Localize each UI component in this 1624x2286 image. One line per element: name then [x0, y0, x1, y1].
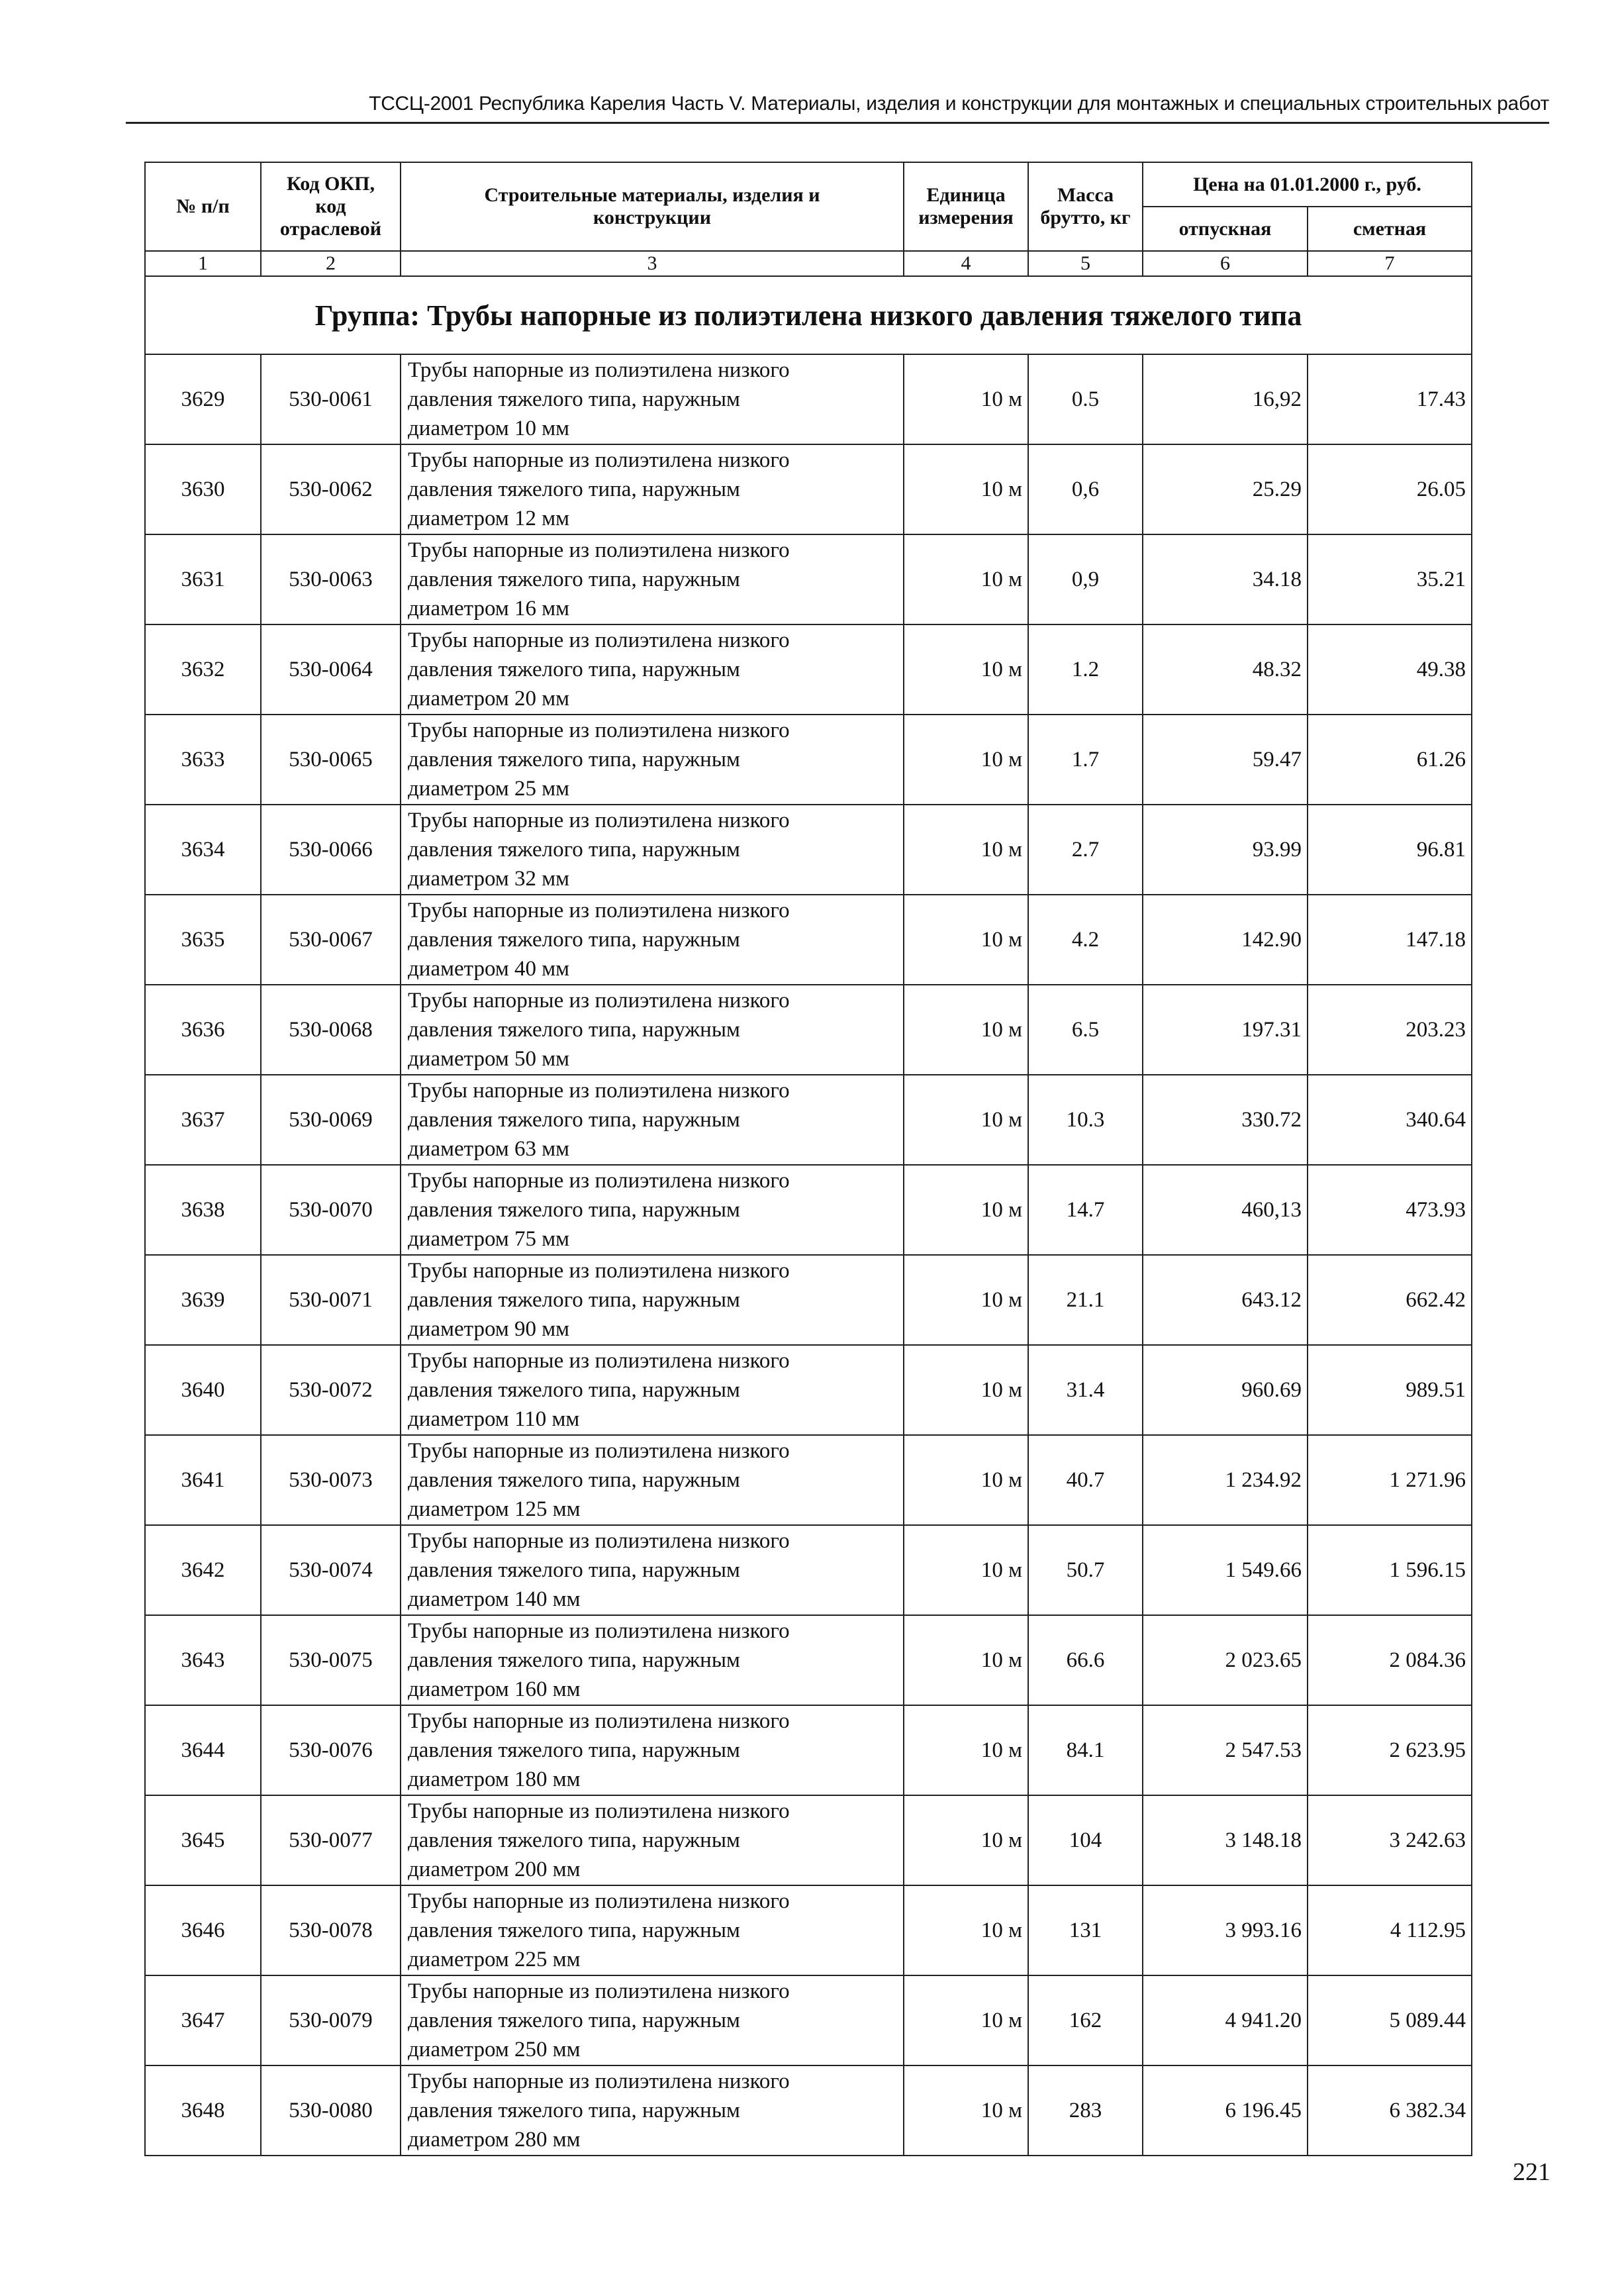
row-number-cell: 3629 [145, 354, 261, 444]
table-row [145, 1165, 1472, 1255]
price-estimate-cell: 6 382.34 [1308, 2065, 1472, 2156]
material-name-cell [401, 1435, 904, 1525]
price-estimate-cell: 5 089.44 [1308, 1975, 1472, 2065]
material-name-line: диаметром 180 мм [408, 1767, 581, 1791]
material-name-line: давления тяжелого типа, наружным [408, 1828, 740, 1852]
unit-cell: 10 м [904, 1435, 1028, 1525]
price-table [144, 162, 1472, 2156]
price-release-cell: 142.90 [1143, 895, 1308, 985]
group-title: Группа: Трубы напорные из полиэтилена низкого давления тяжелого типа [145, 276, 1472, 354]
header-unit [904, 162, 1028, 251]
row-number-cell: 3630 [145, 444, 261, 534]
header-num: № п/п [145, 162, 261, 251]
price-estimate-cell: 49.38 [1308, 624, 1472, 715]
material-name-cell [401, 1705, 904, 1795]
unit-cell: 10 м [904, 895, 1028, 985]
material-name-line: Трубы напорные из полиэтилена низкого [408, 1889, 790, 1913]
header-price-group: Цена на 01.01.2000 г., руб. [1143, 162, 1472, 207]
price-estimate-cell: 2 623.95 [1308, 1705, 1472, 1795]
material-name-line: давления тяжелого типа, наружным [408, 1918, 740, 1942]
material-name-cell [401, 534, 904, 624]
unit-cell: 10 м [904, 1975, 1028, 2065]
table-row [145, 715, 1472, 805]
material-name-line: давления тяжелого типа, наружным [408, 1378, 740, 1402]
table-row [145, 1525, 1472, 1615]
column-number: 4 [904, 251, 1028, 276]
material-name-cell [401, 985, 904, 1075]
column-number: 3 [401, 251, 904, 276]
mass-cell: 104 [1028, 1795, 1143, 1885]
okp-code-cell: 530-0065 [261, 715, 401, 805]
material-name-line: диаметром 160 мм [408, 1677, 581, 1701]
material-name-cell [401, 895, 904, 985]
material-name-line: Трубы напорные из полиэтилена низкого [408, 358, 790, 382]
mass-cell: 66.6 [1028, 1615, 1143, 1705]
row-number-cell: 3640 [145, 1345, 261, 1435]
material-name-line: Трубы напорные из полиэтилена низкого [408, 809, 790, 832]
okp-code-cell: 530-0078 [261, 1885, 401, 1975]
table-row [145, 1705, 1472, 1795]
mass-cell: 31.4 [1028, 1345, 1143, 1435]
table-row [145, 985, 1472, 1075]
mass-cell: 131 [1028, 1885, 1143, 1975]
price-estimate-cell: 35.21 [1308, 534, 1472, 624]
price-estimate-cell: 26.05 [1308, 444, 1472, 534]
material-name-line: Трубы напорные из полиэтилена низкого [408, 1349, 790, 1373]
material-name-line: диаметром 200 мм [408, 1858, 581, 1881]
price-release-cell: 34.18 [1143, 534, 1308, 624]
material-name-line: Трубы напорные из полиэтилена низкого [408, 1979, 790, 2003]
okp-code-cell: 530-0073 [261, 1435, 401, 1525]
price-estimate-cell: 203.23 [1308, 985, 1472, 1075]
material-name-line: Трубы напорные из полиэтилена низкого [408, 989, 790, 1013]
row-number-cell: 3635 [145, 895, 261, 985]
column-number: 5 [1028, 251, 1143, 276]
material-name-line: Трубы напорные из полиэтилена низкого [408, 538, 790, 562]
material-name-line: давления тяжелого типа, наружным [408, 1648, 740, 1672]
table-row [145, 534, 1472, 624]
mass-cell: 10.3 [1028, 1075, 1143, 1165]
material-name-line: диаметром 25 мм [408, 777, 569, 801]
okp-code-cell: 530-0069 [261, 1075, 401, 1165]
mass-cell: 14.7 [1028, 1165, 1143, 1255]
material-name-line: Трубы напорные из полиэтилена низкого [408, 1799, 790, 1823]
price-estimate-cell: 17.43 [1308, 354, 1472, 444]
row-number-cell: 3631 [145, 534, 261, 624]
header-code [261, 162, 401, 251]
material-name-cell [401, 624, 904, 715]
price-estimate-cell: 3 242.63 [1308, 1795, 1472, 1885]
material-name-line: Трубы напорные из полиэтилена низкого [408, 448, 790, 472]
table-row [145, 1075, 1472, 1165]
material-name-line: диаметром 10 мм [408, 417, 569, 440]
material-name-line: давления тяжелого типа, наружным [408, 1738, 740, 1762]
mass-cell: 1.7 [1028, 715, 1143, 805]
material-name-line: Трубы напорные из полиэтилена низкого [408, 2069, 790, 2093]
material-name-line: диаметром 16 мм [408, 597, 569, 621]
material-name-line: давления тяжелого типа, наружным [408, 1468, 740, 1492]
price-estimate-cell: 2 084.36 [1308, 1615, 1472, 1705]
unit-cell: 10 м [904, 715, 1028, 805]
unit-cell: 10 м [904, 1615, 1028, 1705]
mass-cell: 21.1 [1028, 1255, 1143, 1345]
price-estimate-cell: 96.81 [1308, 805, 1472, 895]
price-estimate-cell: 147.18 [1308, 895, 1472, 985]
table-row [145, 1885, 1472, 1975]
row-number-cell: 3634 [145, 805, 261, 895]
table-row [145, 1255, 1472, 1345]
okp-code-cell: 530-0066 [261, 805, 401, 895]
unit-cell: 10 м [904, 624, 1028, 715]
price-estimate-cell: 4 112.95 [1308, 1885, 1472, 1975]
material-name-line: давления тяжелого типа, наружным [408, 2009, 740, 2032]
row-number-cell: 3637 [145, 1075, 261, 1165]
material-name-line: давления тяжелого типа, наружным [408, 928, 740, 952]
okp-code-cell: 530-0063 [261, 534, 401, 624]
price-release-cell: 2 547.53 [1143, 1705, 1308, 1795]
material-name-cell [401, 1255, 904, 1345]
price-release-cell: 1 234.92 [1143, 1435, 1308, 1525]
material-name-line: давления тяжелого типа, наружным [408, 1018, 740, 1042]
material-name-line: давления тяжелого типа, наружным [408, 2099, 740, 2122]
mass-cell: 162 [1028, 1975, 1143, 2065]
price-release-cell: 25.29 [1143, 444, 1308, 534]
okp-code-cell: 530-0076 [261, 1705, 401, 1795]
row-number-cell: 3644 [145, 1705, 261, 1795]
material-name-line: диаметром 110 мм [408, 1407, 580, 1431]
price-estimate-cell: 61.26 [1308, 715, 1472, 805]
material-name-cell [401, 1075, 904, 1165]
column-number: 1 [145, 251, 261, 276]
mass-cell: 2.7 [1028, 805, 1143, 895]
material-name-cell [401, 1345, 904, 1435]
okp-code-cell: 530-0075 [261, 1615, 401, 1705]
material-name-cell [401, 1165, 904, 1255]
mass-cell: 1.2 [1028, 624, 1143, 715]
row-number-cell: 3633 [145, 715, 261, 805]
column-number: 7 [1308, 251, 1472, 276]
header-code-line2: код [315, 195, 346, 217]
unit-cell: 10 м [904, 1075, 1028, 1165]
unit-cell: 10 м [904, 1525, 1028, 1615]
material-name-line: давления тяжелого типа, наружным [408, 748, 740, 771]
material-name-line: Трубы напорные из полиэтилена низкого [408, 1619, 790, 1643]
unit-cell: 10 м [904, 1165, 1028, 1255]
column-number: 6 [1143, 251, 1308, 276]
table-row [145, 354, 1472, 444]
okp-code-cell: 530-0064 [261, 624, 401, 715]
price-release-cell: 4 941.20 [1143, 1975, 1308, 2065]
row-number-cell: 3648 [145, 2065, 261, 2156]
material-name-line: Трубы напорные из полиэтилена низкого [408, 1439, 790, 1463]
table-row [145, 1975, 1472, 2065]
price-estimate-cell: 1 271.96 [1308, 1435, 1472, 1525]
material-name-cell [401, 1975, 904, 2065]
material-name-line: диаметром 32 мм [408, 867, 569, 891]
price-estimate-cell: 662.42 [1308, 1255, 1472, 1345]
price-release-cell: 197.31 [1143, 985, 1308, 1075]
unit-cell: 10 м [904, 1255, 1028, 1345]
price-release-cell: 643.12 [1143, 1255, 1308, 1345]
material-name-line: Трубы напорные из полиэтилена низкого [408, 899, 790, 922]
okp-code-cell: 530-0074 [261, 1525, 401, 1615]
material-name-line: Трубы напорные из полиэтилена низкого [408, 1529, 790, 1553]
price-release-cell: 330.72 [1143, 1075, 1308, 1165]
okp-code-cell: 530-0071 [261, 1255, 401, 1345]
table-row [145, 2065, 1472, 2156]
unit-cell: 10 м [904, 1705, 1028, 1795]
row-number-cell: 3646 [145, 1885, 261, 1975]
price-release-cell: 960.69 [1143, 1345, 1308, 1435]
material-name-line: давления тяжелого типа, наружным [408, 658, 740, 681]
material-name-line: давления тяжелого типа, наружным [408, 1198, 740, 1222]
material-name-line: диаметром 125 мм [408, 1497, 581, 1521]
material-name-line: давления тяжелого типа, наружным [408, 1558, 740, 1582]
material-name-line: Трубы напорные из полиэтилена низкого [408, 1259, 790, 1283]
row-number-cell: 3647 [145, 1975, 261, 2065]
unit-cell: 10 м [904, 1885, 1028, 1975]
unit-cell: 10 м [904, 1795, 1028, 1885]
header-mass-line2: брутто, кг [1040, 207, 1131, 228]
material-name-line: Трубы напорные из полиэтилена низкого [408, 628, 790, 652]
table-row [145, 1795, 1472, 1885]
mass-cell: 283 [1028, 2065, 1143, 2156]
price-release-cell: 2 023.65 [1143, 1615, 1308, 1705]
row-number-cell: 3642 [145, 1525, 261, 1615]
okp-code-cell: 530-0079 [261, 1975, 401, 2065]
material-name-cell [401, 1615, 904, 1705]
material-name-line: давления тяжелого типа, наружным [408, 1108, 740, 1132]
column-numbers-row [145, 251, 1472, 276]
material-name-cell [401, 1795, 904, 1885]
unit-cell: 10 м [904, 534, 1028, 624]
header-price-estimate: сметная [1308, 207, 1472, 251]
table-row [145, 1345, 1472, 1435]
okp-code-cell: 530-0072 [261, 1345, 401, 1435]
price-release-cell: 6 196.45 [1143, 2065, 1308, 2156]
material-name-line: давления тяжелого типа, наружным [408, 387, 740, 411]
price-estimate-cell: 473.93 [1308, 1165, 1472, 1255]
okp-code-cell: 530-0062 [261, 444, 401, 534]
material-name-cell [401, 444, 904, 534]
header-name-line2: конструкции [593, 207, 712, 228]
price-release-cell: 1 549.66 [1143, 1525, 1308, 1615]
header-code-line1: Код ОКП, [287, 173, 375, 195]
row-number-cell: 3638 [145, 1165, 261, 1255]
price-release-cell: 93.99 [1143, 805, 1308, 895]
price-estimate-cell: 340.64 [1308, 1075, 1472, 1165]
mass-cell: 0,9 [1028, 534, 1143, 624]
table-row [145, 1615, 1472, 1705]
material-name-cell [401, 715, 904, 805]
okp-code-cell: 530-0077 [261, 1795, 401, 1885]
mass-cell: 0,6 [1028, 444, 1143, 534]
header-price-release: отпускная [1143, 207, 1308, 251]
material-name-cell [401, 1885, 904, 1975]
group-row [145, 276, 1472, 354]
material-name-line: диаметром 12 мм [408, 507, 569, 530]
table-row [145, 1435, 1472, 1525]
price-release-cell: 3 993.16 [1143, 1885, 1308, 1975]
header-row-top [145, 162, 1472, 207]
header-mass-line1: Масса [1057, 184, 1114, 206]
unit-cell: 10 м [904, 985, 1028, 1075]
material-name-line: давления тяжелого типа, наружным [408, 477, 740, 501]
material-name-cell [401, 354, 904, 444]
table-row [145, 895, 1472, 985]
price-estimate-cell: 989.51 [1308, 1345, 1472, 1435]
price-release-cell: 48.32 [1143, 624, 1308, 715]
okp-code-cell: 530-0068 [261, 985, 401, 1075]
price-release-cell: 460,13 [1143, 1165, 1308, 1255]
row-number-cell: 3639 [145, 1255, 261, 1345]
table-row [145, 624, 1472, 715]
unit-cell: 10 м [904, 354, 1028, 444]
unit-cell: 10 м [904, 2065, 1028, 2156]
row-number-cell: 3632 [145, 624, 261, 715]
material-name-line: диаметром 280 мм [408, 2128, 581, 2152]
material-name-cell [401, 805, 904, 895]
page-number: 221 [1513, 2158, 1551, 2186]
page-header: ТССЦ-2001 Республика Карелия Часть V. Материалы, изделия и конструкции для монтажных и специальных строительных работ [126, 93, 1549, 124]
unit-cell: 10 м [904, 805, 1028, 895]
price-estimate-cell: 1 596.15 [1308, 1525, 1472, 1615]
row-number-cell: 3641 [145, 1435, 261, 1525]
mass-cell: 4.2 [1028, 895, 1143, 985]
material-name-line: диаметром 225 мм [408, 1948, 581, 1971]
header-mass [1028, 162, 1143, 251]
material-name-line: диаметром 40 мм [408, 957, 569, 981]
row-number-cell: 3643 [145, 1615, 261, 1705]
material-name-line: диаметром 250 мм [408, 2038, 581, 2062]
header-unit-line1: Единица [926, 184, 1006, 206]
material-name-line: диаметром 50 мм [408, 1047, 569, 1071]
row-number-cell: 3645 [145, 1795, 261, 1885]
header-unit-line2: измерения [918, 207, 1014, 228]
unit-cell: 10 м [904, 444, 1028, 534]
okp-code-cell: 530-0070 [261, 1165, 401, 1255]
unit-cell: 10 м [904, 1345, 1028, 1435]
material-name-line: Трубы напорные из полиэтилена низкого [408, 1079, 790, 1103]
material-name-cell [401, 2065, 904, 2156]
material-name-line: давления тяжелого типа, наружным [408, 838, 740, 862]
price-release-cell: 3 148.18 [1143, 1795, 1308, 1885]
material-name-line: диаметром 90 мм [408, 1317, 569, 1341]
header-code-line3: отраслевой [279, 218, 382, 240]
header-name-line1: Строительные материалы, изделия и [484, 184, 820, 206]
mass-cell: 0.5 [1028, 354, 1143, 444]
header-name [401, 162, 904, 251]
material-name-line: диаметром 140 мм [408, 1587, 581, 1611]
table-row [145, 444, 1472, 534]
material-name-cell [401, 1525, 904, 1615]
row-number-cell: 3636 [145, 985, 261, 1075]
column-number: 2 [261, 251, 401, 276]
material-name-line: давления тяжелого типа, наружным [408, 568, 740, 591]
material-name-line: диаметром 63 мм [408, 1137, 569, 1161]
mass-cell: 6.5 [1028, 985, 1143, 1075]
material-name-line: Трубы напорные из полиэтилена низкого [408, 719, 790, 742]
mass-cell: 84.1 [1028, 1705, 1143, 1795]
okp-code-cell: 530-0067 [261, 895, 401, 985]
material-name-line: диаметром 20 мм [408, 687, 569, 711]
okp-code-cell: 530-0061 [261, 354, 401, 444]
material-name-line: Трубы напорные из полиэтилена низкого [408, 1709, 790, 1733]
mass-cell: 40.7 [1028, 1435, 1143, 1525]
material-name-line: давления тяжелого типа, наружным [408, 1288, 740, 1312]
price-release-cell: 59.47 [1143, 715, 1308, 805]
material-name-line: диаметром 75 мм [408, 1227, 569, 1251]
material-name-line: Трубы напорные из полиэтилена низкого [408, 1169, 790, 1193]
price-release-cell: 16,92 [1143, 354, 1308, 444]
mass-cell: 50.7 [1028, 1525, 1143, 1615]
table-row [145, 805, 1472, 895]
okp-code-cell: 530-0080 [261, 2065, 401, 2156]
